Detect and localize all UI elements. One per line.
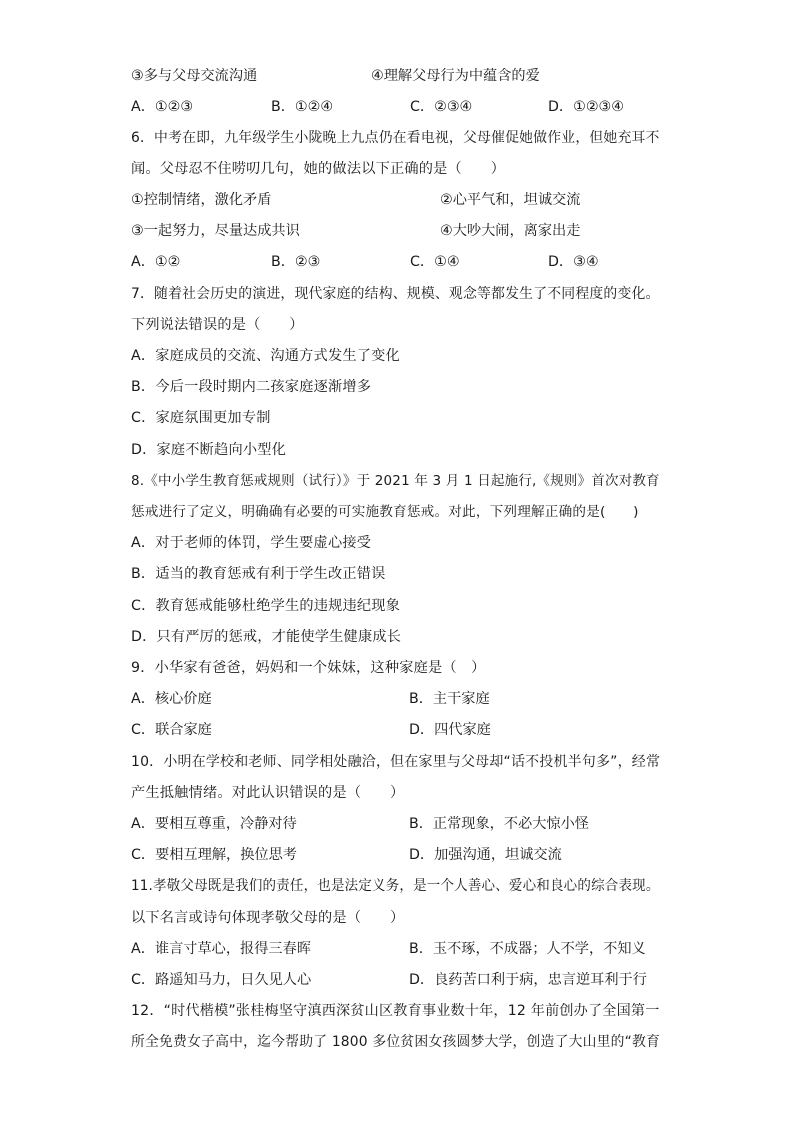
q7-option-a: A．家庭成员的交流、沟通方式发生了变化: [131, 348, 400, 364]
q11-option-b: B．玉不琢，不成器；人不学，不知义: [409, 941, 646, 957]
q9-stem: 9．小华家有爸爸，妈妈和一个妹妹，这种家庭是（ ）: [131, 660, 486, 676]
q6-statement-2: ②心平气和，坦诚交流: [440, 192, 581, 208]
q10-option-a: A．要相互尊重，冷静对待: [131, 816, 297, 832]
q8-option-c: C．教育惩戒能够杜绝学生的违规违纪现象: [131, 598, 401, 614]
q7-stem-line1: 7．随着社会历史的演进，现代家庭的结构、规模、观念等都发生了不同程度的变化。: [131, 286, 660, 302]
q6-statement-4: ④大吵大闹，离家出走: [440, 223, 581, 239]
q11-option-a: A．谁言寸草心，报得三春晖: [131, 941, 311, 957]
q11-option-c: C．路遥知马力，日久见人心: [131, 972, 312, 988]
q9-option-a: A．核心价庭: [131, 691, 212, 707]
q8-stem-line1: 8.《中小学生教育惩戒规则（试行）》于 2021 年 3 月 1 日起施行,《规则》首次对教育: [131, 473, 660, 489]
q10-option-c: C．要相互理解，换位思考: [131, 847, 297, 863]
q9-option-b: B．主干家庭: [409, 691, 490, 707]
option-a: A．①②③: [131, 99, 194, 115]
q10-option-b: B．正常现象，不必大惊小怪: [409, 816, 589, 832]
q11-option-d: D．良药苦口利于病，忠言逆耳利于行: [409, 972, 647, 988]
q6-option-b: B．②③: [271, 254, 321, 270]
q7-option-d: D．家庭不断趋向小型化: [131, 442, 287, 458]
option-d: D．①②③④: [548, 99, 624, 115]
q6-option-c: C．①④: [410, 254, 460, 270]
q7-stem-line2: 下列说法错误的是（ ）: [131, 317, 304, 333]
q7-option-b: B．今后一段时期内二孩家庭逐渐增多: [131, 379, 372, 395]
q10-stem-line2: 产生抵触情绪。对此认识错误的是（ ）: [131, 785, 405, 801]
q10-option-d: D．加强沟通，坦诚交流: [409, 847, 562, 863]
q8-stem-line2: 惩戒进行了定义，明确确有必要的可实施教育惩戒。对此，下列理解正确的是( ): [131, 504, 639, 520]
q11-stem-line1: 11.孝敬父母既是我们的责任，也是法定义务，是一个人善心、爱心和良心的综合表现。: [131, 878, 660, 894]
statement-3: ③多与父母交流沟通: [131, 68, 258, 84]
q7-option-c: C．家庭氛围更加专制: [131, 410, 271, 426]
q6-statement-1: ①控制情绪，激化矛盾: [131, 192, 272, 208]
q6-stem-line2: 闻。父母忍不住唠叨几句，她的做法以下正确的是（ ）: [131, 161, 506, 177]
q6-statement-3: ③一起努力，尽量达成共识: [131, 223, 300, 239]
option-c: C．②③④: [410, 99, 473, 115]
q6-stem-line1: 6．中考在即，九年级学生小陇晚上九点仍在看电视，父母催促她做作业，但她充耳不: [131, 130, 660, 146]
option-b: B．①②④: [271, 99, 334, 115]
statement-4: ④理解父母行为中蕴含的爱: [371, 68, 540, 84]
q9-option-c: C．联合家庭: [131, 722, 212, 738]
q8-option-a: A．对于老师的体罚，学生要虚心接受: [131, 535, 372, 551]
q8-option-d: D．只有严厉的惩戒，才能使学生健康成长: [131, 629, 402, 645]
q9-option-d: D．四代家庭: [409, 722, 491, 738]
q12-stem-line1: 12．“时代楷模”张桂梅坚守滇西深贫山区教育事业数十年，12 年前创办了全国第一: [131, 1003, 660, 1019]
q10-stem-line1: 10．小明在学校和老师、同学相处融洽，但在家里与父母却“话不投机半句多”，经常: [131, 754, 661, 770]
q12-stem-line2: 所全免费女子高中，迄今帮助了 1800 多位贫困女孩圆梦大学，创造了大山里的“教育: [131, 1034, 661, 1050]
q6-option-a: A．①②: [131, 254, 181, 270]
q8-option-b: B．适当的教育惩戒有利于学生改正错误: [131, 566, 386, 582]
q11-stem-line2: 以下名言或诗句体现孝敬父母的是（ ）: [131, 910, 405, 926]
q6-option-d: D．③④: [548, 254, 599, 270]
